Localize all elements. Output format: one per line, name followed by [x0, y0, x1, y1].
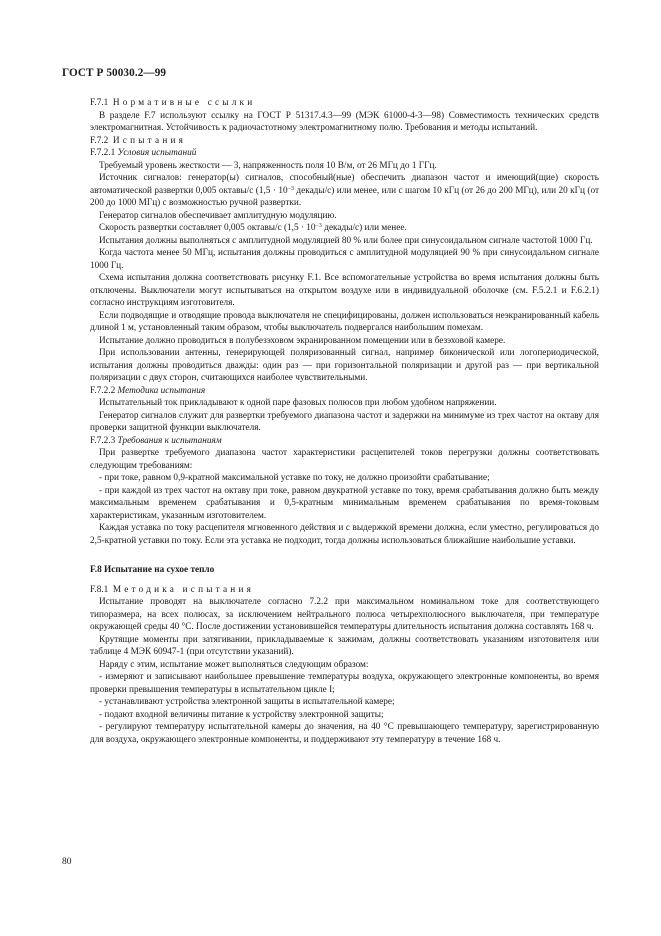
list-item: - измеряют и записывают наибольшее превышение температуры воздуха, окружающего электронные компоненты, во время проверки превышения температуры в испытательном цикле I;: [90, 672, 599, 695]
paragraph: Генератор сигналов обеспечивает амплитудную модуляцию.: [99, 210, 337, 221]
paragraph: При развертке требуемого диапазона частот характеристики расцепителей токов перегрузки должны соответствовать следующим требованиям:: [90, 448, 599, 471]
paragraph: Если подводящие и отводящие провода выключателя не специфицированы, должен использоваться неэкранированный кабель длиной 1 м, установленный таким образом, чтобы выключатель подвергался наибольшим помехам.: [90, 310, 599, 333]
section-heading-f722: [90, 385, 599, 398]
list-item: - при токе, равном 0,9-кратной максимальной уставке по току, не должно произойти срабатывание;: [99, 473, 490, 483]
paragraph: Испытания должны выполняться с амплитудной модуляцией 80 % или более при синусоидальном сигнале частотой 1000 Гц.: [99, 235, 593, 246]
section-title: Нормативные ссылки: [112, 98, 256, 108]
section-heading-f721: [90, 147, 599, 160]
page-number: 80: [62, 857, 72, 867]
section-heading-f8: F.8 Испытание на сухое тепло: [90, 565, 215, 575]
section-number: F.7.2.2: [90, 385, 116, 396]
section-number: F.7.2: [90, 135, 109, 146]
section-heading-f81: [90, 584, 599, 597]
paragraph: В разделе F.7 используют ссылку на ГОСТ Р 51317.4.3—99 (МЭК 61000-4-3—98) Совместимость технических средств электромагнитная. Устойчивость к радиочастотному электромагнитному полю. Требования и методы испытаний.: [90, 110, 599, 133]
paragraph: Генератор сигналов служит для развертки требуемого диапазона частот и задержки на минимуме из трех частот на октаву для проверки защитной функции выключателя.: [90, 410, 599, 433]
list-item: - регулируют температуру испытательной камеры до значения, на 40 °С превышающего температуру, зарегистрированную для воздуха, окружающего электронные компоненты, и поддерживают эту температуру в течение 168 ч.: [90, 722, 599, 745]
paragraph: Скорость развертки составляет 0,005 октавы/с ($1,5 \cdot 10^{-3}$ декады/с) или менее.: [99, 223, 407, 233]
list-item: - при каждой из трех частот на октаву при токе, равном двукратной уставке по току, время срабатывания должно быть между максимальным временем срабатывания и 0,5-кратным минимальным временем срабатывания по время-токовым характеристикам, указанным изготовителем.: [90, 485, 599, 521]
list-item: - подают входной величины питание к устройству электронной защиты;: [99, 709, 384, 720]
paragraph: Когда частота менее 50 МГц, испытания должны проводиться с амплитудной модуляцией 90 % при синусоидальном сигнале 1000 Гц.: [90, 248, 599, 271]
paragraph: Испытание должно проводиться в полубезэховом экранированном помещении или в безэховой камере.: [99, 335, 506, 346]
paragraph: Требуемый уровень жесткости — 3, напряженность поля 10 В/м, от 26 МГц до 1 ГГц.: [99, 160, 437, 171]
section-number: F.8.1: [90, 584, 109, 595]
paragraph: Схема испытания должна соответствовать рисунку F.1. Все вспомогательные устройства во время испытания должны быть отключены. Выключатели могут испытываться на открытом воздухе или в индивидуальной оболочке (см. F.5.2.1 и F.6.2.1) согласно инструкциям изготовителя.: [90, 273, 599, 308]
paragraph: Источник сигналов: генератор(ы) сигналов, способный(ные) обеспечить диапазон частот и имеющий(щие) скорость автоматической развертки 0,005 октавы/с ($1,5 \cdot 10^{-3}$ декады/с) или менее, или с шагом 10 кГц (от 26 до 200 МГц), или 20 кГц (от 200 до 1000 МГц) с возможностью ручной развертки.: [90, 173, 599, 208]
paragraph: При использовании антенны, генерирующей поляризованный сигнал, например биконической или логопериодической, испытания должны проводиться дважды: один раз — при горизонтальной поляризации и другой раз — при вертикальной поляризации с двух сторон, считающихся наиболее чувствительными.: [90, 348, 599, 383]
paragraph: Крутящие моменты при затягивании, прикладываемые к зажимам, должны соответствовать указаниям изготовителя или таблице 4 МЭК 60947-1 (при отсутствии указаний).: [90, 634, 599, 657]
section-number: F.7.2.1: [90, 148, 116, 158]
section-heading-f71: [90, 97, 599, 110]
paragraph: Каждая уставка по току расцепителя мгновенного действия и с выдержкой времени должна, если уместно, регулироваться до 2,5-кратной уставки по току. Если эта уставка не подходит, тогда должны использоваться ближайшие наибольшие уставки.: [90, 523, 599, 546]
running-header: ГОСТ Р 50030.2—99: [62, 67, 167, 79]
page-body: [90, 97, 599, 746]
section-title: Условия испытаний: [117, 148, 197, 158]
paragraph: Испытание проводят на выключателе согласно 7.2.2 при максимальном номинальном токе для соответствующего типоразмера, на всех полюсах, за исключением нейтрального полюса четырехполюсного выключателя, при температуре окружающей среды 40 °С. После достижении установившейся температуры длительность испытания должна составлять 168 ч.: [90, 597, 599, 632]
paragraph: Наряду с этим, испытание может выполняться следующим образом:: [99, 659, 369, 670]
section-heading-f723: [90, 435, 599, 448]
section-number: F.7.2.3: [90, 435, 116, 446]
section-title: Методика испытания: [117, 385, 206, 396]
section-number: F.7.1: [90, 98, 109, 108]
list-item: - устанавливают устройства электронной защиты в испытательной камере;: [99, 697, 395, 707]
paragraph: Испытательный ток прикладывают к одной паре фазовых полюсов при любом удобном напряжении.: [99, 398, 497, 408]
section-title: Требования к испытаниям: [117, 435, 222, 446]
section-title: Методика испытания: [112, 584, 255, 595]
section-heading-f72: [90, 135, 599, 148]
section-title: Испытания: [112, 135, 187, 146]
